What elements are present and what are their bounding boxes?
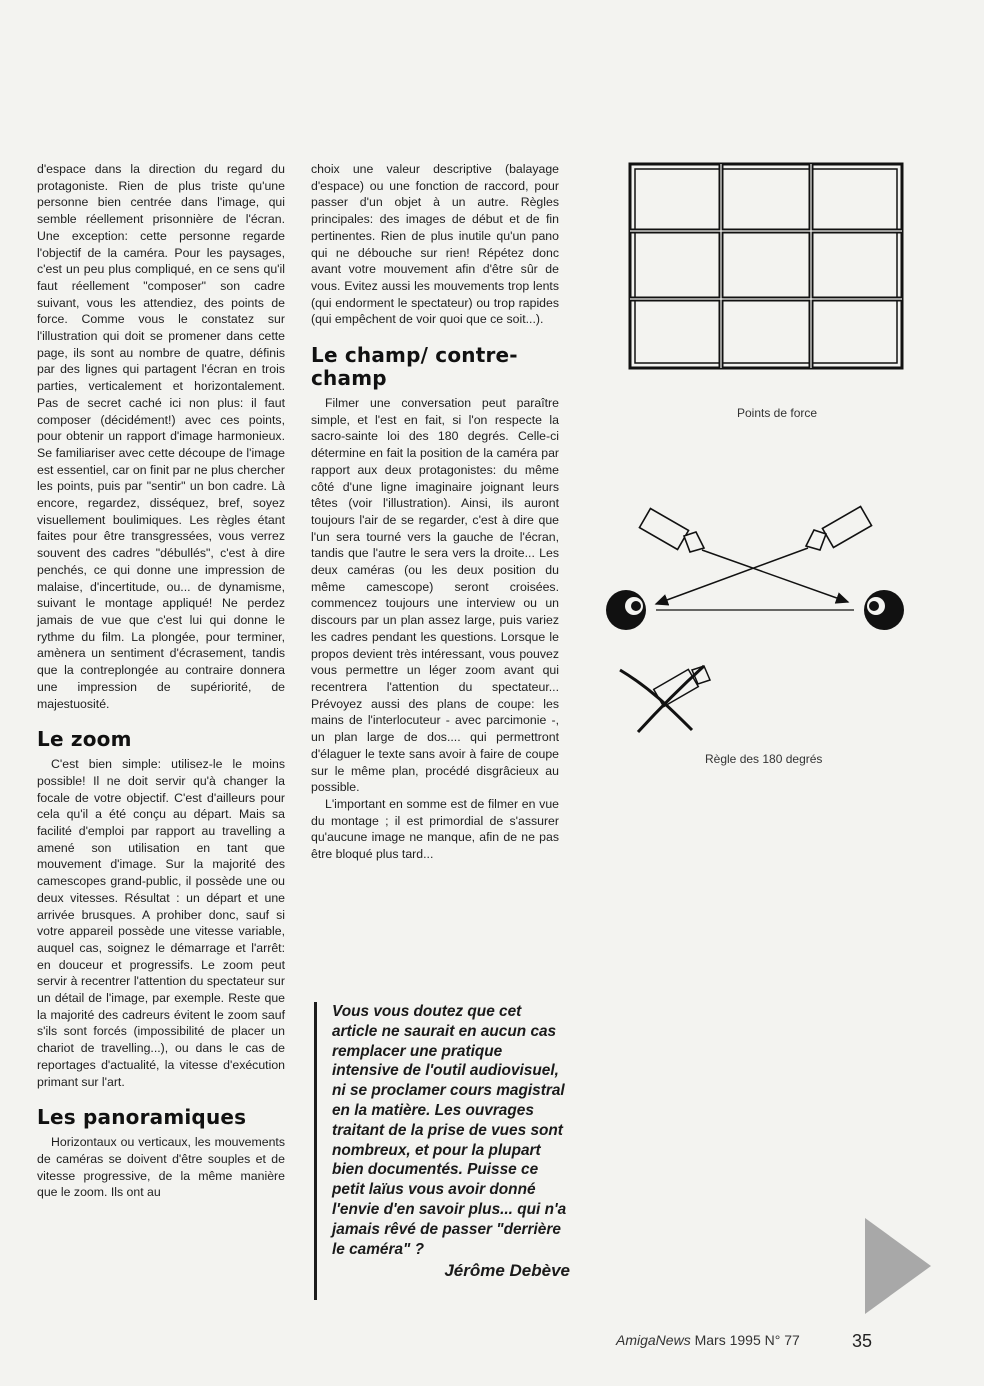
rule-caption: Règle des 180 degrés <box>705 752 823 766</box>
camera-left-icon <box>639 508 704 552</box>
magazine-name: AmigaNews <box>616 1332 691 1348</box>
quote-text: Vous vous doutez que cet article ne saurait en aucun cas remplacer une pratique intensive de l'outil audiovisuel, ni se proclamer cours magistral en la matière. Les ouvrages traitant de la prise de vues sont nombreux, et pour la plupart bien documentés. Puisse ce petit laïus vous avoir donné l'envie d'en savoir plus... qui n'a jamais rêvé de passer "derrière le caméra" ? <box>332 1003 567 1258</box>
issue-info: Mars 1995 N° 77 <box>694 1332 800 1348</box>
heading-zoom: Le zoom <box>37 727 132 752</box>
paragraph-zoom: C'est bien simple: utilisez-le le moins possible! Il ne doit servir qu'à changer la focale de votre objectif. C'est d'ailleurs pour cela qu'il a été conçu au départ. Mais sa facilité d'emploi par rapport au travelling a amené son utilisation en tant que mouvement d'image. Sur la majorité des camescopes grand-public, il possède une ou deux vitesses. Résultat : un départ et une arrivée brusques. A prohiber donc, sauf si votre appareil possède une vitesse variable, auquel cas, soignez le démarrage et l'arrêt: en douceur et progressifs. Le zoom peut servir à recentrer l'attention du spectateur sur un détail de l'image, par exemple. Reste que la majorité des cadreurs évitent le zoom sauf s'ils sont forcés (impossibilité de placer un chariot de travelling...), ou dans le cas de reportages d'actualité, la vitesse d'exécution primant sur l'art. <box>37 757 285 1089</box>
closing-quote-box <box>314 1002 570 1300</box>
paragraph-champ-contrechamp: Filmer une conversation peut paraître simple, et l'est en fait, si l'on respecte la sacro-sainte loi des 180 degrés. Celle-ci détermine en fait la position de la caméra par rapport aux deux protagonistes: du même côté d'une ligne imaginaire joignant leurs têtes (voir l'illustration). Ainsi, ils auront toujours l'air de se regarder, c'est à dire que l'un sera tourné vers la gauche de l'écran, tandis que l'autre le sera vers la droite... Les deux caméras (ou les deux position du même camescope) seront croisées. commencez toujours une interview ou un discours par un plan assez large, puis variez les cadres pendant les questions. Lorsque le propos devient très intéressant, vous pouvez vous permettre un léger zoom avant qui recentrera l'attention du spectateur... Prévoyez aussi des plans de coupe: les mains de l'interlocuteur - avec parcimonie -, un plan large de dos.... qui permettront d'élaguer le texte sans avoir à faire de coupe sur le même plan, procédé disgrâcieux au possible. <box>311 396 559 795</box>
head-right-icon <box>864 590 904 630</box>
paragraph-points-de-force: d'espace dans la direction du regard du protagoniste. Rien de plus triste qu'une personne bien centrée dans l'image, qui semble réellement prisonnière de l'écran. Une exception: cette personne regarde l'objectif de la caméra. Pour les paysages, c'est un peu plus compliqué, en ce sens qu'il faut réellement "composer" son cadre suivant, vous les attendiez, des points de force. Comme vous le constatez sur l'illustration qui doit se promener dans cette page, ils sont au nombre de quatre, définis par des lignes qui partagent l'écran en trois parties, verticalement et horizontalement. Pas de secret caché ici non plus: il faut composer (décidément!) avec ces points, pour obtenir un rapport d'image harmonieux. Se familiariser avec cette découpe de l'image est essentiel, car on finit par ne plus chercher les points, puis par "sentir" un bon cadre. Là encore, regardez, disséquez, bref, soyez visuellement boulimiques. Les règles étant faites pour être transgressées, vous verrez souvent des cadres "débullés", c'est à dire penchés, ce qui donne une impression de malaise, d'incertitude, ou... de dynamisme, suivant le montage appliqué! Ne perdez jamais de vue que c'est lui qui donne le rythme du film. La plongée, pour terminer, amènera un sentiment d'écrasement, tandis que la contreplongée au contraire donnera une impression de supériorité, de majestuosité. <box>37 162 285 711</box>
heading-panoramiques: Les panoramiques <box>37 1105 247 1130</box>
page-number: 35 <box>852 1331 873 1351</box>
camera-right-icon <box>806 506 872 550</box>
grid-caption: Points de force <box>737 406 818 420</box>
paragraph-panoramiques-cont: choix une valeur descriptive (balayage d'espace) ou une fonction de raccord, pour passer d'un objet à un autre. Règles principales: des images de début et de fin pertinentes. Rien de plus inutile qu'un pano qui ne débouche sur rien! Répétez donc avant votre mouvement afin d'être sûr de vous. Evitez aussi les mouvements trop lents (qui endorment le spectateur) ou trop rapides (qui empêchent de voir quoi que ce soit...). <box>311 162 559 327</box>
regle-180-degres-figure <box>600 498 910 748</box>
page-footer <box>616 1332 800 1348</box>
column-2 <box>311 161 559 863</box>
forbidden-camera-icon <box>620 666 710 732</box>
column-1 <box>37 161 285 1201</box>
points-de-force-grid-figure <box>628 162 906 372</box>
paragraph-panoramiques: Horizontaux ou verticaux, les mouvements de caméras se doivent d'être souples et de vitesse progressive, de la même manière que le zoom. Ils ont au <box>37 1135 285 1200</box>
head-left-icon <box>606 590 646 630</box>
paragraph-conclusion: L'important en somme est de filmer en vue du montage ; il est primordial de s'assurer qu'aucune image ne manque, afin de ne pas être bloqué plus tard... <box>311 796 559 862</box>
quote-author: Jérôme Debève <box>444 1261 570 1281</box>
heading-champ-contrechamp: Le champ/ contre-champ <box>311 343 518 391</box>
next-page-arrow-icon <box>863 1218 933 1314</box>
